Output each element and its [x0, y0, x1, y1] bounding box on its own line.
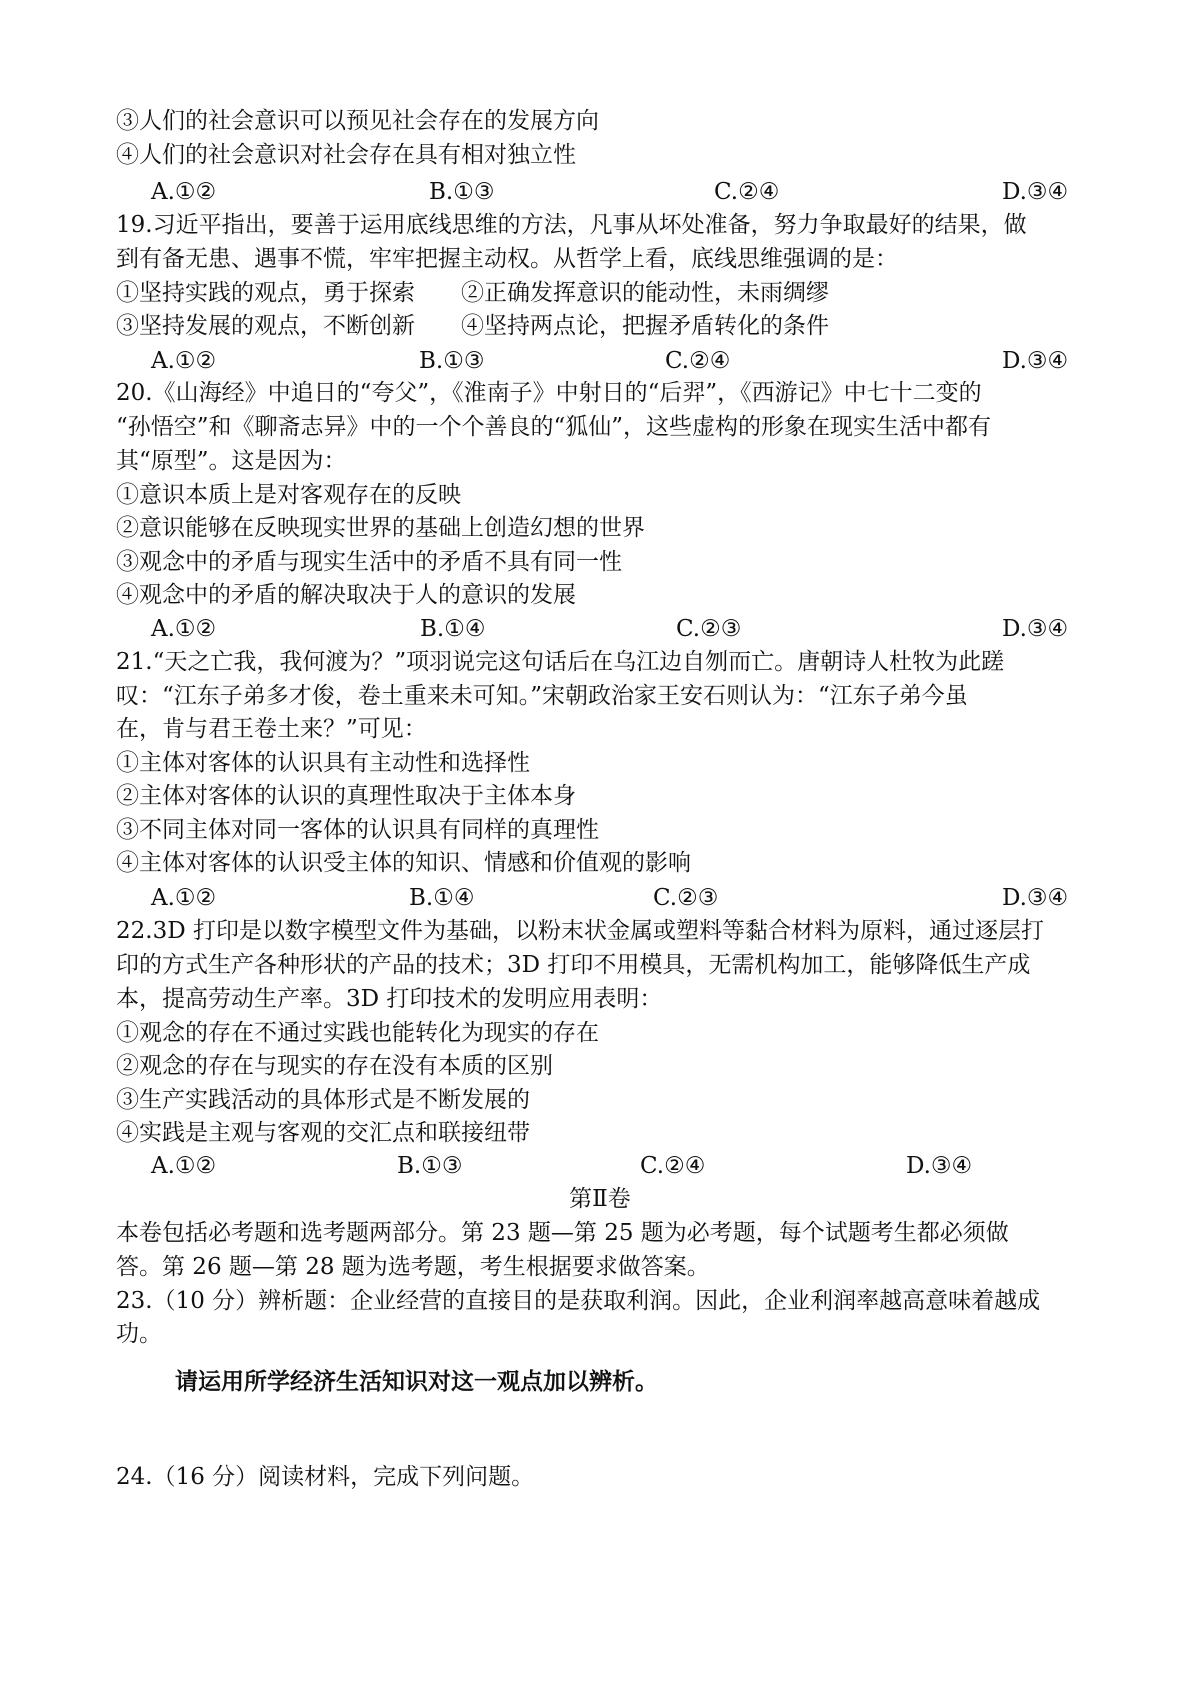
q22-stem-line: 印的方式生产各种形状的产品的技术；3D 打印不用模具，无需机构加工，能够降低生产成 — [116, 952, 1031, 978]
q23-stem-line: 23.（10 分）辨析题：企业经营的直接目的是获取利润。因此，企业利润率越高意味着越成 — [116, 1288, 1041, 1314]
q20-option-a: A.①② — [151, 616, 217, 642]
q22-item: ①观念的存在不通过实践也能转化为现实的存在 — [116, 1020, 599, 1046]
q21-stem-line: 21.“天之亡我，我何渡为？”项羽说完这句话后在乌江边自刎而亡。唐朝诗人杜牧为此蹉 — [116, 649, 1005, 675]
q21-item: ①主体对客体的认识具有主动性和选择性 — [116, 750, 530, 776]
q22-item: ②观念的存在与现实的存在没有本质的区别 — [116, 1053, 553, 1079]
section-intro-line: 答。第 26 题—第 28 题为选考题，考生根据要求做答案。 — [116, 1254, 710, 1280]
q21-stem-line: 在，肯与君王卷土来？”可见： — [116, 716, 427, 742]
q19-items-line: ③坚持发展的观点，不断创新 ④坚持两点论，把握矛盾转化的条件 — [116, 313, 829, 339]
q22-item: ③生产实践活动的具体形式是不断发展的 — [116, 1087, 530, 1113]
q22-stem-line: 本，提高劳动生产率。3D 打印技术的发明应用表明： — [116, 986, 663, 1012]
q22-item: ④实践是主观与客观的交汇点和联接纽带 — [116, 1120, 530, 1146]
q21-option-b: B.①④ — [409, 885, 475, 911]
q18-option-c: C.②④ — [714, 179, 780, 205]
q21-option-d: D.③④ — [1002, 885, 1069, 911]
q19-option-a: A.①② — [151, 348, 217, 374]
q18-option-a: A.①② — [151, 179, 217, 205]
q21-option-a: A.①② — [151, 885, 217, 911]
q20-stem-line: 20.《山海经》中追日的“夸父”，《淮南子》中射日的“后羿”，《西游记》中七十二变的 — [116, 380, 982, 406]
section-intro-line: 本卷包括必考题和选考题两部分。第 23 题—第 25 题为必考题，每个试题考生都必须做 — [116, 1220, 1009, 1246]
q19-option-d: D.③④ — [1002, 348, 1069, 374]
q18-option-d: D.③④ — [1002, 179, 1069, 205]
q23-stem-line: 功。 — [116, 1321, 162, 1347]
q20-option-b: B.①④ — [420, 616, 486, 642]
q21-item: ③不同主体对同一客体的认识具有同样的真理性 — [116, 817, 599, 843]
q20-stem-line: 其“原型”。这是因为： — [116, 448, 347, 474]
q19-stem-line: 到有备无患、遇事不慌，牢牢把握主动权。从哲学上看，底线思维强调的是： — [116, 246, 898, 272]
q20-stem-line: “孙悟空”和《聊斋志异》中的一个个善良的“狐仙”，这些虚构的形象在现实生活中都有 — [116, 414, 992, 440]
q18-item-4: ④人们的社会意识对社会存在具有相对独立性 — [116, 142, 576, 168]
q20-item: ③观念中的矛盾与现实生活中的矛盾不具有同一性 — [116, 549, 622, 575]
q19-options — [116, 346, 1069, 376]
q20-option-d: D.③④ — [1002, 616, 1069, 642]
q23-instruction: 请运用所学经济生活知识对这一观点加以辨析。 — [175, 1368, 658, 1395]
q22-option-b: B.①③ — [397, 1153, 463, 1179]
q24-stem: 24.（16 分）阅读材料，完成下列问题。 — [116, 1464, 535, 1490]
q20-item: ②意识能够在反映现实世界的基础上创造幻想的世界 — [116, 515, 645, 541]
q19-option-b: B.①③ — [419, 348, 485, 374]
q21-item: ④主体对客体的认识受主体的知识、情感和价值观的影响 — [116, 850, 691, 876]
q18-options — [116, 177, 1069, 207]
q22-option-c: C.②④ — [640, 1153, 706, 1179]
q19-option-c: C.②④ — [665, 348, 731, 374]
q22-option-a: A.①② — [151, 1153, 217, 1179]
q18-option-b: B.①③ — [429, 179, 495, 205]
q22-option-d: D.③④ — [906, 1153, 973, 1179]
q19-items-line: ①坚持实践的观点，勇于探索 ②正确发挥意识的能动性，未雨绸缪 — [116, 280, 829, 306]
q20-options — [116, 614, 1069, 644]
q21-item: ②主体对客体的认识的真理性取决于主体本身 — [116, 783, 576, 809]
q22-stem-line: 22.3D 打印是以数字模型文件为基础，以粉末状金属或塑料等黏合材料为原料，通过逐层打 — [116, 918, 1044, 944]
q21-stem-line: 叹：“江东子弟多才俊，卷土重来未可知。”宋朝政治家王安石则认为：“江东子弟今虽 — [116, 683, 968, 709]
q18-item-3: ③人们的社会意识可以预见社会存在的发展方向 — [116, 108, 599, 134]
q19-stem-line: 19.习近平指出，要善于运用底线思维的方法，凡事从坏处准备，努力争取最好的结果，做 — [116, 212, 1027, 238]
q21-option-c: C.②③ — [653, 885, 719, 911]
q22-options — [116, 1151, 1056, 1181]
q21-options — [116, 883, 1069, 913]
q20-item: ①意识本质上是对客观存在的反映 — [116, 482, 461, 508]
section-title: 第Ⅱ卷 — [569, 1186, 631, 1212]
q20-item: ④观念中的矛盾的解决取决于人的意识的发展 — [116, 582, 576, 608]
q20-option-c: C.②③ — [676, 616, 742, 642]
